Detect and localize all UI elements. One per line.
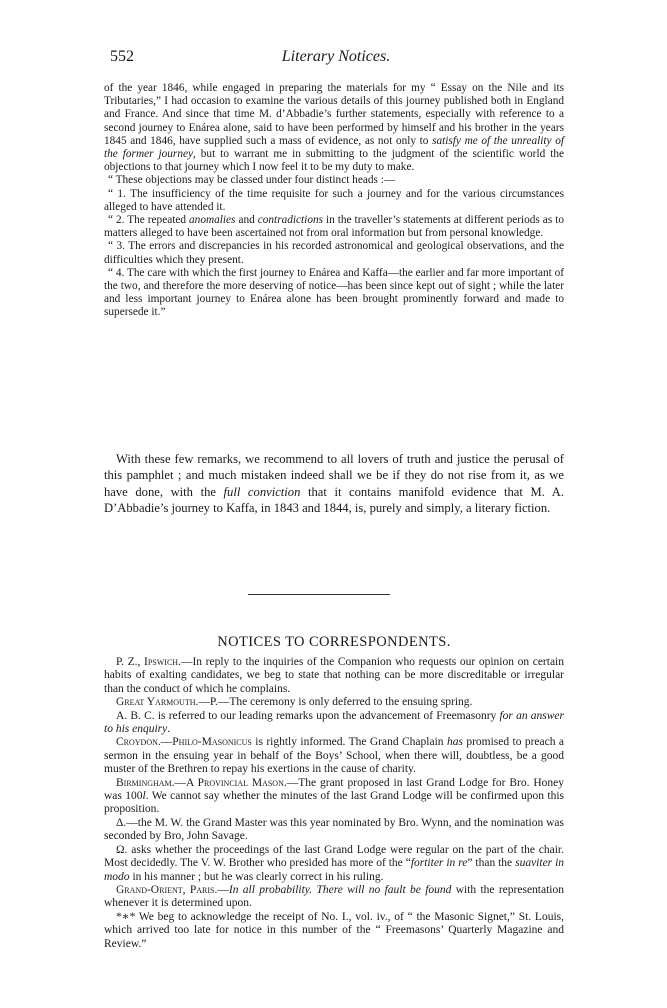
place-name: Ipswich xyxy=(144,656,179,668)
text-run: . We cannot say whether the minutes of the last Grand Lodge will be confirmed upon this proposition. xyxy=(104,790,564,816)
article-quotation xyxy=(104,82,564,320)
notice-item xyxy=(104,777,564,817)
text-run: , but to warrant me in submitting to the judgment of the scientific world the objections to that journey which I now feel it to be my duty to make. xyxy=(104,148,564,174)
text-run: in the traveller’s statements at different periods as to matters alleged to have been ascertained not from oral information but from personal knowledge. xyxy=(104,214,564,240)
italic-run: full conviction xyxy=(223,484,301,499)
text-run: .—A xyxy=(171,776,198,789)
place-name: Birmingham xyxy=(116,776,172,789)
italic-run: has xyxy=(446,736,463,749)
notices-list xyxy=(104,656,564,951)
text-run: With these few remarks, we recommend to all lovers of truth and justice the perusal of this pamphlet ; and much mistaken indeed shall we be if they do not rise from it, as we have done, with the xyxy=(104,452,564,499)
text-run: in his manner ; but he was clearly correct in his ruling. xyxy=(129,870,384,883)
review-conclusion xyxy=(104,451,564,517)
italic-run: for an answer to his enquiry xyxy=(104,709,564,736)
running-title: Literary Notices. xyxy=(281,48,391,65)
italic-run: fortiter in re xyxy=(410,857,468,870)
text-run: Ω. asks whether the proceedings of the last Grand Lodge were regular on the part of the chair. Most decidedly. The V. W. Brother who presided has more of the “ xyxy=(104,843,564,870)
text-run: that it contains manifold evidence that M. A. D’Abbadie’s journey to Kaffa, in 1843 and 1844, is, purely and simply, a literary fiction. xyxy=(104,484,564,516)
section-title: NOTICES TO CORRESPONDENTS. xyxy=(217,634,451,650)
paragraph xyxy=(104,82,564,174)
notice-item xyxy=(104,736,564,776)
italic-run: In all probability. There will no fault be found xyxy=(228,883,452,896)
paragraph: “ These objections may be classed under four distinct heads :— xyxy=(108,174,396,187)
notice-item xyxy=(104,884,564,911)
notice-item: Δ.—the M. W. the Grand Master was this year nominated by Bro. Wynn, and the nomination was seconded by Bro, John Savage. xyxy=(104,816,564,843)
notice-item xyxy=(104,710,564,737)
italic-run: l xyxy=(142,790,146,803)
paragraph: “ 3. The errors and discrepancies in his recorded astronomical and geological observations, and the difficulties which they present. xyxy=(104,240,564,266)
text-run: ” than the xyxy=(467,857,516,870)
notice-item xyxy=(104,656,564,696)
text-run: .—The grant proposed in last Grand Lodge for Bro. Honey was 100 xyxy=(104,776,564,803)
place-name: Great Yarmouth xyxy=(116,696,196,709)
text-run: .— xyxy=(157,736,173,749)
text-run: . xyxy=(167,723,171,736)
italic-run: contradictions xyxy=(257,214,324,227)
text-run: promised to preach a sermon in the ensuing year in behalf of the Boys’ School, when there will, doubtless, be a good muster of the Brethren to repay his exertions in the cause of charity. xyxy=(104,736,564,776)
notice-item: *∗* We beg to acknowledge the receipt of No. I., vol. iv., of “ the Masonic Signet,” St. Louis, which arrived too late for notice in this number of the “ Freemasons’ Quarterly Magazine and Review.” xyxy=(104,910,564,950)
text-run: A. B. C. is referred to our leading remarks upon the advancement of Freemasonry xyxy=(116,709,500,722)
section-divider xyxy=(248,594,390,595)
text-run: .—P.—The ceremony is only deferred to the ensuing spring. xyxy=(195,696,473,709)
correspondent-name: Provincial Mason xyxy=(197,776,284,789)
italic-run: suaviter in modo xyxy=(104,857,565,883)
paragraph xyxy=(104,214,564,240)
notice-item xyxy=(104,844,564,884)
text-run: “ 2. The repeated xyxy=(108,214,190,227)
place-name: Croydon xyxy=(116,736,158,749)
text-run: .—In reply to the inquiries of the Companion who requests our opinion on certain habits of exalting candidates, we beg to state that nothing can be more discreditable or irregular than the conduct of which he complains. xyxy=(104,656,564,695)
paragraph: “ 4. The care with which the first journey to Enárea and Kaffa—the earlier and far more important of the two, and therefore the more deserving of notice—has been since kept out of sight ; while the later and less important journey to Enárea alone has been brought prominently forward and made to supersede it.” xyxy=(104,266,564,319)
italic-run: satisfy me of the unreality of the former journey xyxy=(104,134,564,161)
page-number: 552 xyxy=(110,48,134,65)
text-run: is rightly informed. The Grand Chaplain xyxy=(251,736,447,749)
place-name: Grand-Orient, Paris xyxy=(116,883,215,896)
page-header xyxy=(110,48,562,72)
notice-item xyxy=(104,696,564,709)
paragraph xyxy=(104,451,564,517)
paragraph: “ 1. The insufficiency of the time requisite for such a journey and for the various circumstances alleged to have attended it. xyxy=(104,187,564,213)
text-run: P. Z., xyxy=(116,656,145,668)
text-run: with the representation whenever it is determined upon. xyxy=(104,883,564,910)
text-run: .— xyxy=(214,883,229,896)
italic-run: anomalies xyxy=(189,214,236,227)
text-run: and xyxy=(235,214,258,227)
correspondent-name: Philo-Masonicus xyxy=(172,736,252,749)
text-run: of the year 1846, while engaged in preparing the materials for my “ Essay on the Nile and its Tributaries,” I had occasion to examine the various details of this journey published both in England and France. And since that time M. d’Abbadie’s further statements, especially with reference to a second journey to Enárea alone, said to have been performed by himself and his brother in the years 1845 and 1846, have supplied such a mass of evidence, as not only to xyxy=(104,82,564,147)
